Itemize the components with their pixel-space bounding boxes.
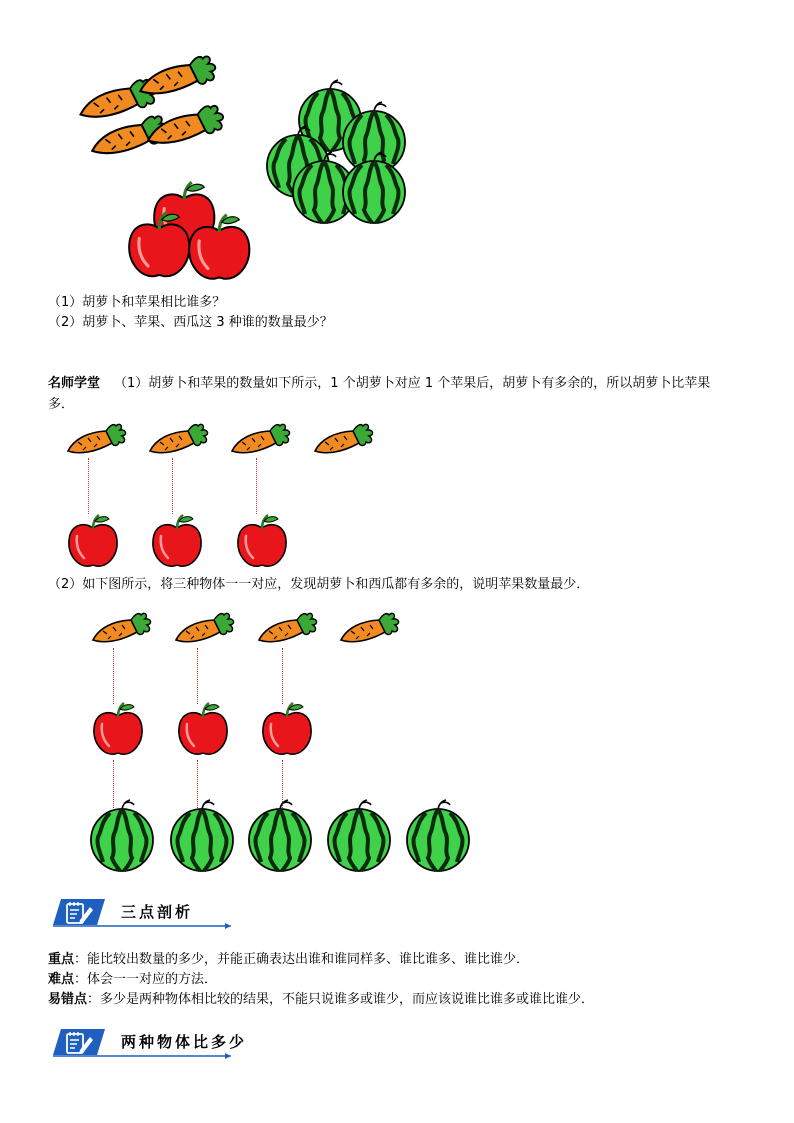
diagram2-link-top — [282, 648, 283, 704]
diagram2-carrot — [174, 613, 234, 649]
diagram2-link-bottom — [113, 760, 114, 808]
key-point-label: 重点 — [48, 952, 75, 967]
diagram2-carrot — [339, 613, 399, 649]
diagram2-link-bottom — [282, 760, 283, 808]
key-point-text: ：能比较出数量的多少，并能正确表达出谁和谁同样多、谁比谁多、谁比谁少． — [74, 952, 530, 967]
key-point-difficulty — [48, 971, 217, 988]
diagram2-carrot — [91, 613, 151, 649]
explanation-part1-line1: （1）胡萝卜和苹果的数量如下所示，1 个胡萝卜对应 1 个苹果后，胡萝卜有多余的，所以胡萝卜比苹果 — [114, 376, 711, 391]
diagram2-apple — [93, 704, 145, 758]
diagram2-watermelon — [90, 804, 156, 874]
diagram2-link-top — [113, 648, 114, 704]
diagram2-watermelon — [327, 804, 393, 874]
diagram2-watermelon — [170, 804, 236, 874]
explanation-label: 名师学堂 — [48, 376, 101, 391]
key-point-label: 难点 — [48, 972, 75, 987]
key-point-label: 易错点 — [48, 992, 88, 1007]
section-title: 三点剖析 — [121, 903, 194, 921]
key-point-focus — [48, 951, 529, 968]
key-point-text: ：体会一一对应的方法． — [74, 972, 218, 987]
explanation-part2: （2）如下图所示，将三种物体一一对应，发现胡萝卜和西瓜都有多余的，说明苹果数量最少． — [48, 577, 590, 592]
key-point-text: ：多少是两种物体相比较的结果，不能只说谁多或谁少，而应该说谁比谁多或谁比谁少． — [87, 992, 595, 1007]
explanation-part1-line2: 多． — [48, 397, 75, 412]
key-point-common-mistake — [48, 991, 594, 1008]
question-1: （1）胡萝卜和苹果相比谁多？ — [48, 295, 226, 310]
question-2: （2）胡萝卜、苹果、西瓜这 3 种谁的数量最少？ — [48, 315, 333, 330]
diagram2-watermelon — [406, 804, 472, 874]
section-header-compare — [49, 1027, 248, 1059]
diagram2-carrot — [257, 613, 317, 649]
diagram2-apple — [262, 704, 314, 758]
diagram2-apple — [178, 704, 230, 758]
diagram2-link-bottom — [197, 760, 198, 808]
section-title: 两种物体比多少 — [121, 1033, 248, 1051]
section-header-analysis — [49, 897, 231, 929]
diagram2-watermelon — [248, 804, 314, 874]
diagram2-link-top — [197, 648, 198, 704]
